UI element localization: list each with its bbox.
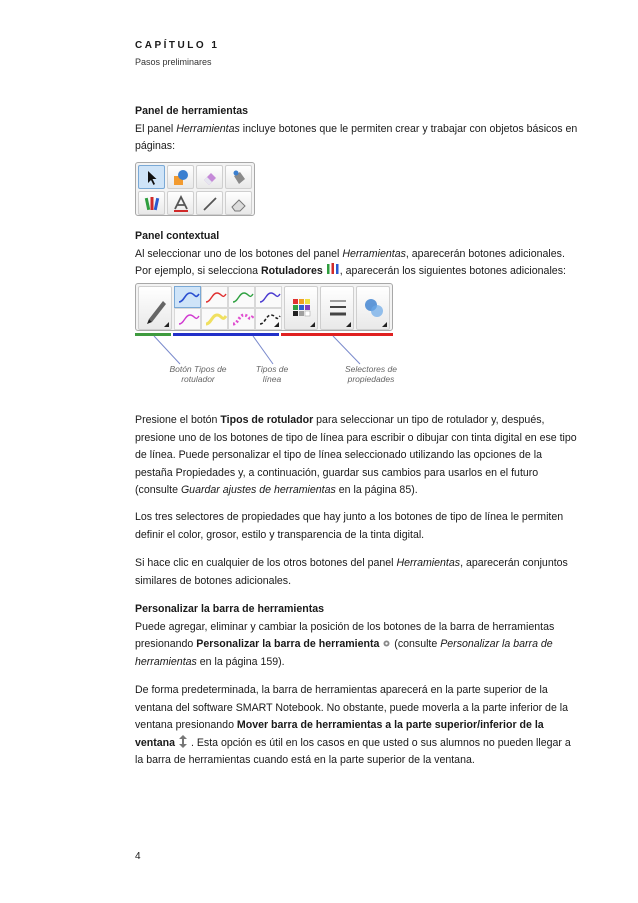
line-type-icon bbox=[228, 308, 255, 330]
page-number: 4 bbox=[135, 851, 141, 862]
label-property-selectors: Selectores de propiedades bbox=[345, 364, 397, 384]
transparency-icon bbox=[356, 286, 390, 330]
line-type-icon bbox=[228, 286, 255, 308]
label-line-types: Tipos de línea bbox=[255, 364, 289, 384]
section-heading: Panel de herramientas bbox=[135, 105, 249, 117]
paragraph: El panel Herramientas incluye botones que le permiten crear y trabajar con objetos básicos en páginas: bbox=[135, 122, 578, 153]
eraser-icon bbox=[225, 191, 252, 215]
paragraph-default-position: De forma predeterminada, la barra de herramientas aparecerá en la parte superior de la ventana del software SMART Notebook. No obstante, puede moverla a la parte inferior de la ventana presionando Mover barra de herramientas a la parte superior/inferior de la ventana . Esta opción es útil en los casos en que usted o sus alumnos no pueden llegar a la barra de herramientas cuando está en la parte superior de la ventana. bbox=[135, 684, 571, 767]
shapes-icon bbox=[167, 165, 194, 189]
section-heading: Personalizar la barra de herramientas bbox=[135, 603, 325, 615]
select-arrow-icon bbox=[138, 165, 165, 189]
gear-icon bbox=[382, 637, 391, 646]
fill-bucket-icon bbox=[225, 165, 252, 189]
line-type-icon bbox=[255, 286, 282, 308]
pens-icon bbox=[138, 191, 165, 215]
tools-panel-image bbox=[135, 162, 255, 216]
paragraph: Al seleccionar uno de los botones del panel Herramientas, aparecerán botones adicionales. Por ejemplo, si selecciona Rotuladores , aparecerán los siguientes botones adicionales: bbox=[135, 247, 566, 278]
label-pen-types: Botón Tipos de rotulador bbox=[169, 364, 227, 384]
line-icon bbox=[196, 191, 223, 215]
eraser-shapes-icon bbox=[196, 165, 223, 189]
section-customize bbox=[135, 601, 580, 671]
color-palette-icon bbox=[284, 286, 318, 330]
line-type-icon bbox=[201, 286, 228, 308]
paragraph-other-buttons: Si hace clic en cualquier de los otros botones del panel Herramientas, aparecerán conjuntos similares de botones adicionales. bbox=[135, 557, 568, 587]
line-type-icon bbox=[174, 286, 201, 308]
paragraph: Puede agregar, eliminar y cambiar la posición de los botones de la barra de herramientas presionando Personalizar la barra de herramienta (consulte Personalizar la barra de herramientas en la página 159). bbox=[135, 620, 555, 668]
section-context-panel bbox=[135, 228, 580, 281]
line-type-icon bbox=[255, 308, 282, 330]
line-types-grid bbox=[174, 286, 282, 330]
line-type-icon bbox=[174, 308, 201, 330]
chapter-label: CAPÍTULO 1 bbox=[135, 40, 220, 51]
pens-inline-icon bbox=[326, 263, 340, 275]
context-panel-image bbox=[135, 283, 393, 331]
line-type-icon bbox=[201, 308, 228, 330]
callout-lines bbox=[135, 334, 435, 368]
paragraph-selectors: Los tres selectores de propiedades que hay junto a los botones de tipo de línea le permiten definir el color, grosor, estilo y transparencia de la tinta digital. bbox=[135, 511, 564, 541]
chapter-subtitle: Pasos preliminares bbox=[135, 57, 212, 67]
line-thickness-icon bbox=[320, 286, 354, 330]
move-toolbar-icon bbox=[178, 735, 188, 748]
section-heading: Panel contextual bbox=[135, 230, 220, 242]
text-icon bbox=[167, 191, 194, 215]
pen-types-icon bbox=[138, 286, 172, 330]
paragraph-pen-types: Presione el botón Tipos de rotulador para seleccionar un tipo de rotulador y, después, presione uno de los botones de tipo de línea para escribir o dibujar con tinta digital en ese tipo de línea. Puede personalizar el tipo de línea seleccionado utilizando las opciones de la pestaña Propiedades y, a continuación, guardar sus cambios para usarlos en el futuro (consulte Guardar ajustes de herramientas en la página 85). bbox=[135, 414, 577, 497]
section-tools-panel bbox=[135, 103, 580, 156]
